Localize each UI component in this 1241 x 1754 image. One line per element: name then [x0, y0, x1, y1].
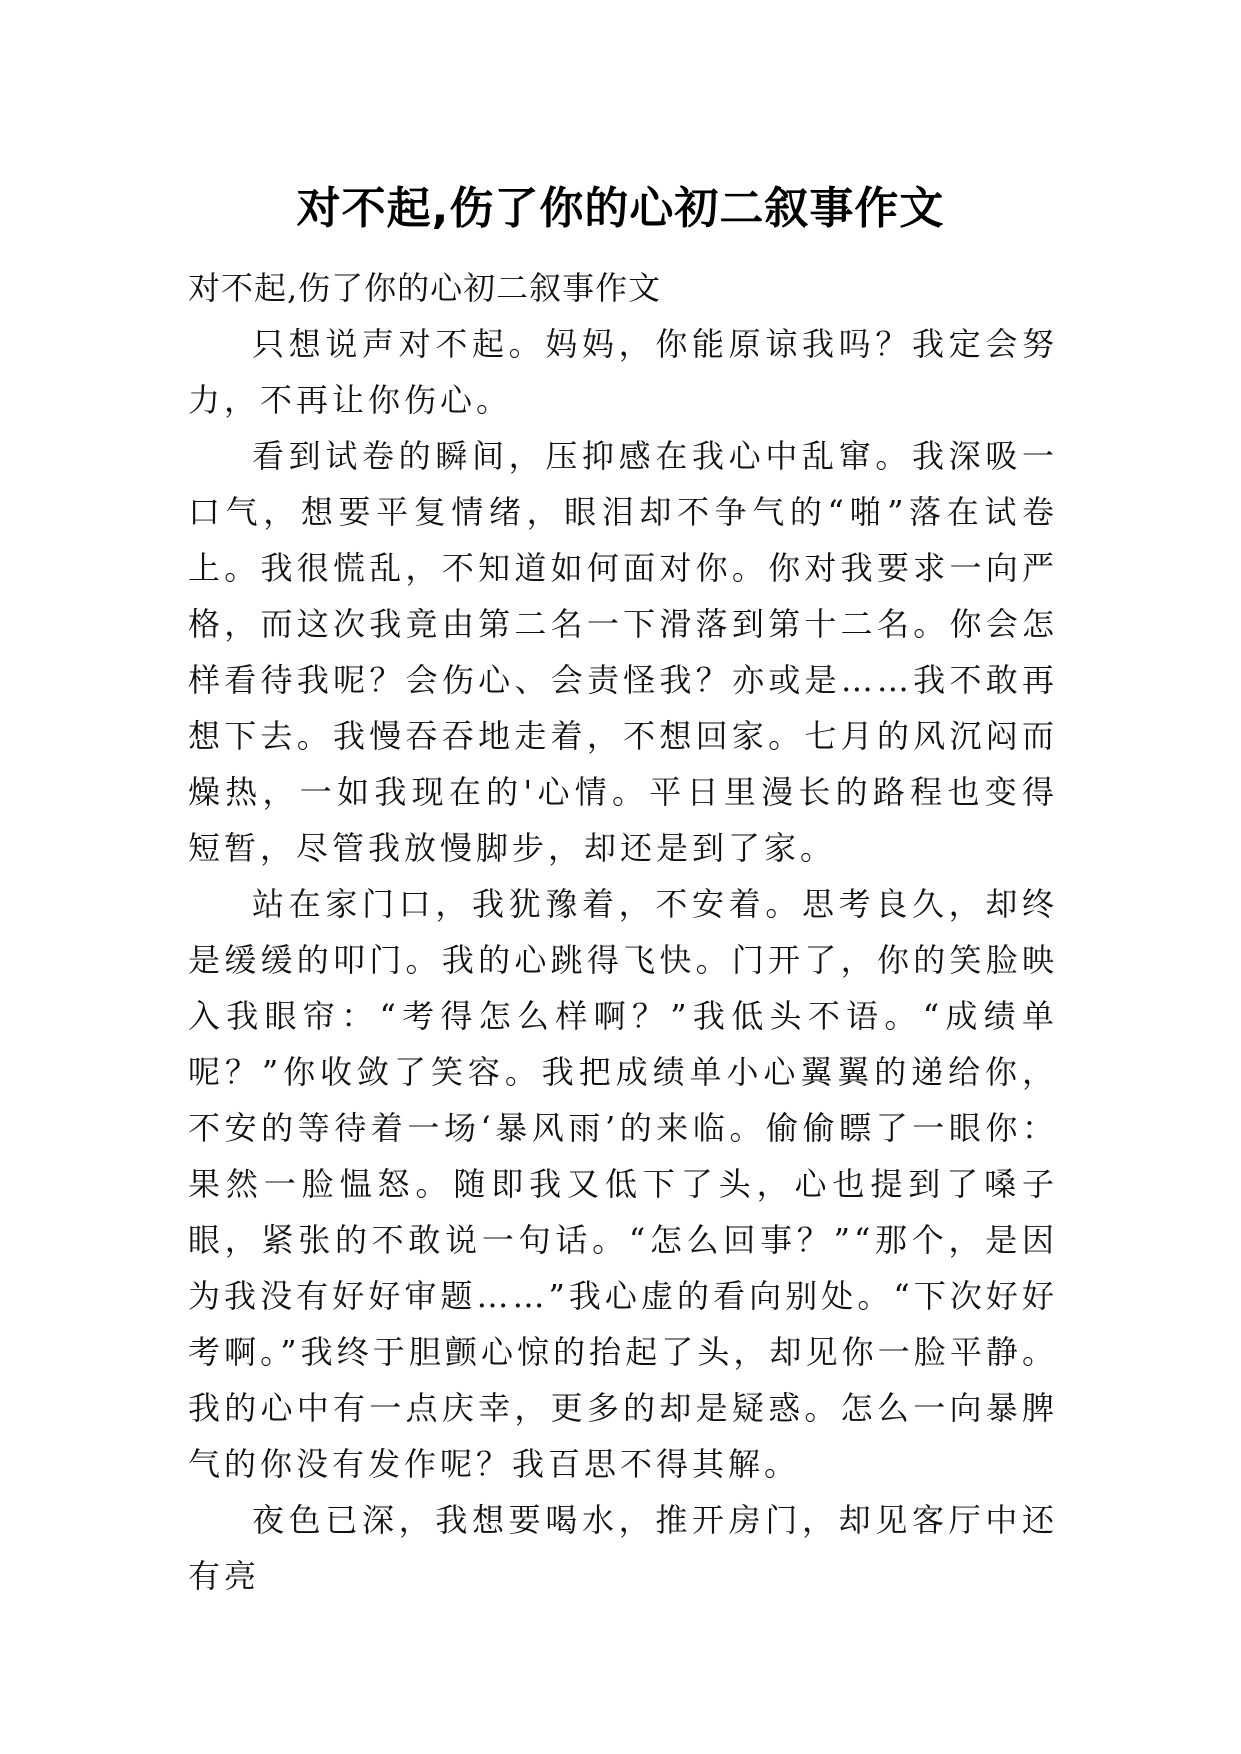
document-body	[188, 260, 1058, 1604]
paragraph-2: 看到试卷的瞬间，压抑感在我心中乱窜。我深吸一口气，想要平复情绪，眼泪却不争气的“啪”落在试卷上。我很慌乱，不知道如何面对你。你对我要求一向严格，而这次我竟由第二名一下滑落到第十二名。你会怎样看待我呢？会伤心、会责怪我？亦或是……我不敢再想下去。我慢吞吞地走着，不想回家。七月的风沉闷而燥热，一如我现在的'心情。平日里漫长的路程也变得短暂，尽管我放慢脚步，却还是到了家。	[188, 437, 1058, 867]
document-title: 对不起,伤了你的心初二叙事作文	[296, 183, 945, 235]
paragraph-3: 站在家门口，我犹豫着，不安着。思考良久，却终是缓缓的叩门。我的心跳得飞快。门开了，你的笑脸映入我眼帘：“考得怎么样啊？”我低头不语。“成绩单呢？”你收敛了笑容。我把成绩单小心翼翼的递给你，不安的等待着一场‘暴风雨’的来临。偷偷瞟了一眼你：果然一脸愠怒。随即我又低下了头，心也提到了嗓子眼，紧张的不敢说一句话。“怎么回事？”“那个，是因为我没有好好审题……”我心虚的看向别处。“下次好好考啊。”我终于胆颤心惊的抬起了头，却见你一脸平静。我的心中有一点庆幸，更多的却是疑惑。怎么一向暴脾气的你没有发作呢？我百思不得其解。	[188, 885, 1058, 1483]
paragraph-4: 夜色已深，我想要喝水，推开房门，却见客厅中还有亮	[188, 1501, 1058, 1595]
document-subtitle: 对不起,伤了你的心初二叙事作文	[188, 269, 662, 307]
paragraph-1: 只想说声对不起。妈妈，你能原谅我吗？我定会努力，不再让你伤心。	[188, 325, 1058, 419]
